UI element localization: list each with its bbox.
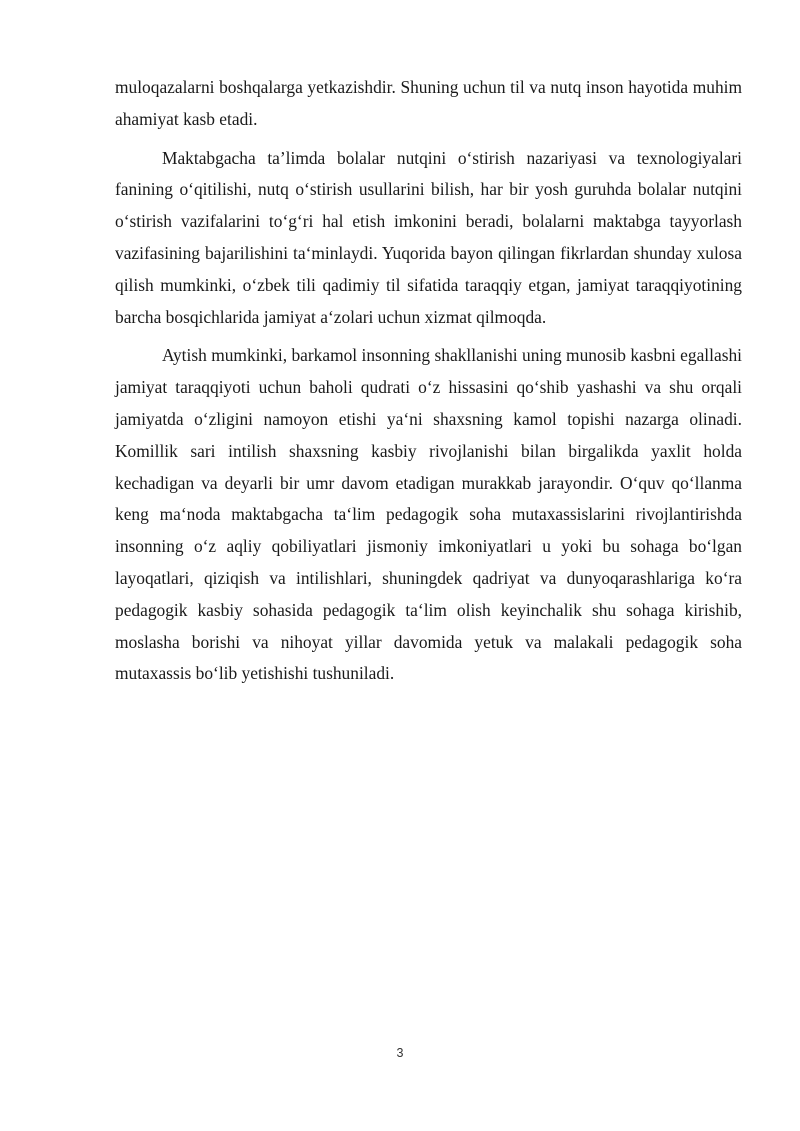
body-text — [115, 72, 742, 690]
paragraph-professional-development: Aytish mumkinki, barkamol insonning shakllanishi uning munosib kasbni egallashi jamiyat taraqqiyoti uchun baholi qudrati o‘z hissasini qo‘shib yashashi va shu orqali jamiyatda o‘zligini namoyon etishi ya‘ni shaxsning kamol topishi nazarga olinadi. Komillik sari intilish shaxsning kasbiy rivojlanishi bilan birgalikda yaxlit holda kechadigan va deyarli bir umr davom etadigan murakkab jarayondir. O‘quv qo‘llanma keng ma‘noda maktabgacha ta‘lim pedagogik soha mutaxassislarini rivojlantirishda insonning o‘z aqliy qobiliyatlari jismoniy imkoniyatlari u yoki bu sohaga bo‘lgan layoqatlari, qiziqish va intilishlari, shuningdek qadriyat va dunyoqarashlariga ko‘ra pedagogik kasbiy sohasida pedagogik ta‘lim olish keyinchalik shu sohaga kirishib, moslasha borishi va nihoyat yillar davomida yetuk va malakali pedagogik soha mutaxassis bo‘lib yetishishi tushuniladi. — [115, 345, 742, 684]
paragraph-speech-development: Maktabgacha ta’limda bolalar nutqini o‘stirish nazariyasi va texnologiyalari fanining o‘qitilishi, nutq o‘stirish usullarini bilish, har bir yosh guruhda bolalar nutqini o‘stirish vazifalarini to‘g‘ri hal etish imkonini beradi, bolalarni maktabga tayyorlash vazifasining bajarilishini ta‘minlaydi. Yuqorida bayon qilingan fikrlardan shunday xulosa qilish mumkinki, o‘zbek tili qadimiy til sifatida taraqqiy etgan, jamiyat taraqqiyotining barcha bosqichlarida jamiyat a‘zolari uchun xizmat qilmoqda. — [115, 147, 742, 327]
page-number: 3 — [396, 1046, 404, 1060]
paragraph-continuation: muloqazalarni boshqalarga yetkazishdir. Shuning uchun til va nutq inson hayotida muhim ahamiyat kasb etadi. — [115, 77, 742, 129]
